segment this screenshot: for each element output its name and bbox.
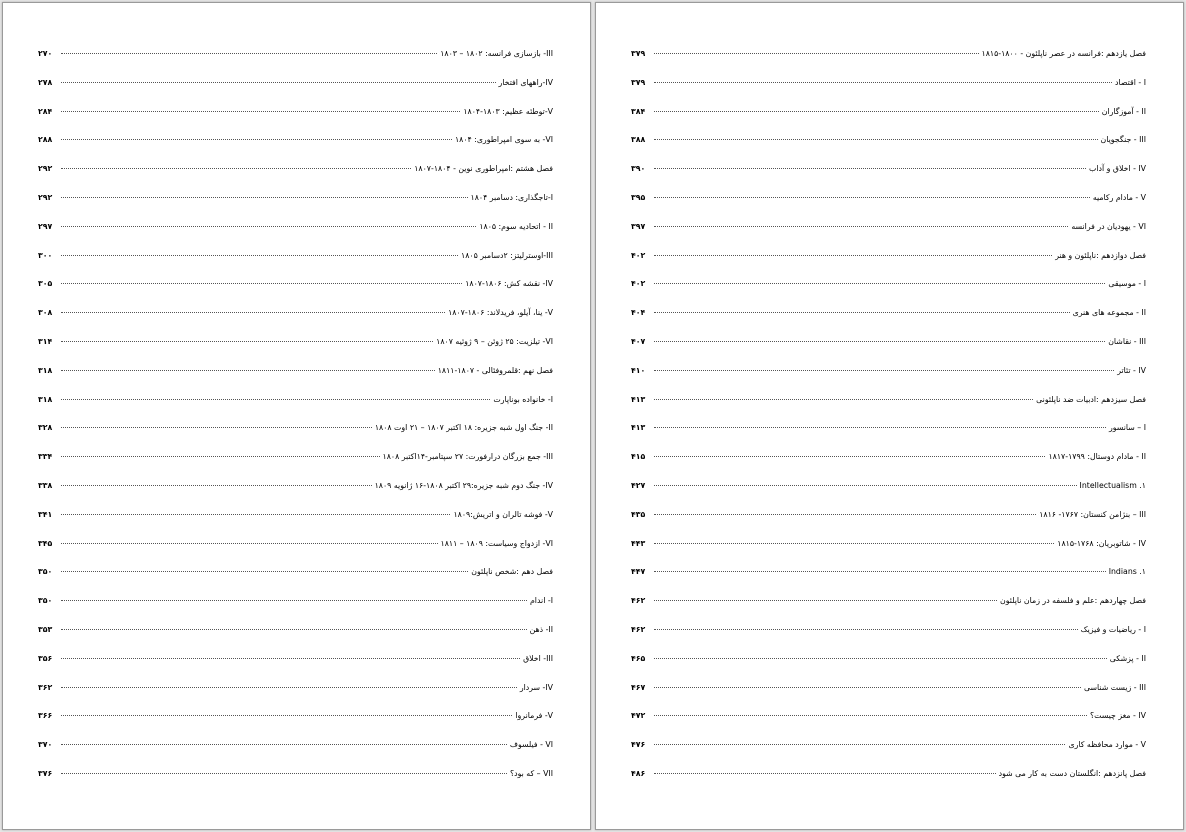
toc-entry-page-number: ۴۸۶ <box>631 768 646 778</box>
dotted-leader <box>654 52 979 54</box>
toc-entry[interactable] <box>38 587 553 616</box>
dotted-leader <box>61 311 445 313</box>
toc-entry-page-number: ۳۱۸ <box>38 365 53 375</box>
toc-entry-title: ۱. Indians <box>1108 567 1146 577</box>
dotted-leader <box>654 282 1105 284</box>
toc-entry-page-number: ۲۹۷ <box>38 221 53 231</box>
toc-entry-title: فصل دهم :شخص ناپلئون <box>471 567 553 577</box>
toc-entry[interactable] <box>38 299 553 328</box>
toc-entry-title: I - ریاضیات و فیزیک <box>1080 624 1146 634</box>
toc-entry-page-number: ۴۱۰ <box>631 365 646 375</box>
dotted-leader <box>61 110 460 112</box>
toc-entry-page-number: ۴۳۵ <box>631 509 646 519</box>
dotted-leader <box>654 81 1112 83</box>
dotted-leader <box>61 513 450 515</box>
toc-entry-title: فصل نهم :قلمروفئالی - ۱۸۰۷-۱۸۱۱ <box>437 365 553 375</box>
toc-entry[interactable] <box>631 270 1146 299</box>
toc-entry[interactable] <box>38 702 553 731</box>
toc-entry[interactable] <box>631 645 1146 674</box>
toc-entry-page-number: ۴۰۷ <box>631 336 646 346</box>
dotted-leader <box>61 686 517 688</box>
toc-entry-title: V- ینا، آیلو، فریدلاند: ۱۸۰۶-۱۸۰۷ <box>448 308 553 318</box>
dotted-leader <box>61 167 411 169</box>
toc-entry-title: III- جمع بزرگان درارفورت: ۲۷ سپتامبر-۱۴اکتبر ۱۸۰۸ <box>382 452 553 462</box>
toc-entry-page-number: ۴۱۳ <box>631 394 646 404</box>
toc-entry-page-number: ۴۴۷ <box>631 567 646 577</box>
toc-list-right <box>631 40 1146 789</box>
toc-entry-title: ۱. Intellectualism <box>1079 480 1146 490</box>
toc-entry-title: IV - شاتوبریان: ۱۷۶۸-۱۸۱۵ <box>1057 538 1146 548</box>
dotted-leader <box>654 311 1070 313</box>
toc-entry-title: II - اتحادیه سوم: ۱۸۰۵ <box>479 221 553 231</box>
dotted-leader <box>61 426 372 428</box>
toc-entry-title: I- خانواده بوناپارت <box>493 394 553 404</box>
toc-entry-title: II - مجموعه های هنری <box>1072 308 1146 318</box>
dotted-leader <box>654 138 1098 140</box>
dotted-leader <box>654 426 1106 428</box>
toc-entry-page-number: ۴۶۲ <box>631 624 646 634</box>
toc-entry-title: III- اخلاق <box>523 653 553 663</box>
toc-entry[interactable] <box>38 184 553 213</box>
dotted-leader <box>654 340 1105 342</box>
dotted-leader <box>61 196 468 198</box>
toc-entry-title: IV- نقشه کش: ۱۸۰۶-۱۸۰۷ <box>465 279 553 289</box>
dotted-leader <box>654 254 1052 256</box>
toc-entry-page-number: ۴۷۶ <box>631 740 646 750</box>
dotted-leader <box>61 743 507 745</box>
toc-entry-title: I- اندام <box>529 596 553 606</box>
toc-entry[interactable] <box>38 674 553 703</box>
dotted-leader <box>654 455 1045 457</box>
toc-entry-page-number: ۳۳۴ <box>38 452 53 462</box>
dotted-leader <box>654 772 996 774</box>
toc-entry-page-number: ۲۸۸ <box>38 135 53 145</box>
toc-entry-title: فصل دوازدهم :ناپلئون و هنر <box>1055 250 1146 260</box>
toc-entry[interactable] <box>38 530 553 559</box>
dotted-leader <box>61 714 512 716</box>
toc-entry-title: فصل پانزدهم :انگلستان دست به کار می شود <box>998 768 1146 778</box>
dotted-leader <box>61 398 490 400</box>
dotted-leader <box>654 714 1087 716</box>
dotted-leader <box>654 686 1081 688</box>
toc-entry-title: IV - تئاتر <box>1117 365 1146 375</box>
toc-entry-page-number: ۳۰۸ <box>38 308 53 318</box>
dotted-leader <box>654 484 1077 486</box>
toc-entry-title: III- بازسازی فرانسه: ۱۸۰۲ – ۱۸۰۳ <box>440 49 553 58</box>
toc-entry-title: VI- به سوی امپراطوری: ۱۸۰۴ <box>454 135 553 145</box>
toc-entry-page-number: ۴۶۷ <box>631 682 646 692</box>
toc-entry-page-number: ۳۶۶ <box>38 711 53 721</box>
toc-entry-page-number: ۳۷۹ <box>631 49 646 58</box>
toc-entry-page-number: ۳۴۱ <box>38 509 53 519</box>
toc-entry[interactable] <box>631 357 1146 386</box>
toc-entry[interactable] <box>631 126 1146 155</box>
toc-entry[interactable] <box>631 674 1146 703</box>
toc-entry-page-number: ۴۱۳ <box>631 423 646 433</box>
toc-entry-page-number: ۳۹۰ <box>631 164 646 174</box>
toc-entry[interactable] <box>631 184 1146 213</box>
toc-entry-page-number: ۳۱۸ <box>38 394 53 404</box>
toc-entry[interactable] <box>631 155 1146 184</box>
toc-entry[interactable] <box>631 98 1146 127</box>
toc-entry[interactable] <box>38 501 553 530</box>
dotted-leader <box>61 225 476 227</box>
toc-entry-title: فصل سیزدهم :ادبیات ضد ناپلئونی <box>1036 394 1146 404</box>
toc-entry[interactable] <box>631 386 1146 415</box>
dotted-leader <box>654 225 1068 227</box>
toc-entry-title: II- جنگ اول شبه جزیره: ۱۸ اکتبر ۱۸۰۷ – ۲۱ اوت ۱۸۰۸ <box>374 423 553 433</box>
toc-entry-title: II - مادام دوستال: ۱۷۹۹-۱۸۱۷ <box>1048 452 1146 462</box>
toc-entry-page-number: ۳۶۲ <box>38 682 53 692</box>
dotted-leader <box>654 542 1054 544</box>
toc-entry-title: I – سانسور <box>1109 423 1146 433</box>
toc-entry-title: III - نقاشان <box>1108 336 1146 346</box>
toc-entry[interactable] <box>38 328 553 357</box>
toc-entry[interactable] <box>631 530 1146 559</box>
toc-entry-title: I - اقتصاد <box>1115 77 1146 87</box>
toc-entry-title: I-تاجگذاری: دسامبر ۱۸۰۴ <box>470 192 553 202</box>
toc-entry-title: IV- سردار <box>519 682 553 692</box>
toc-entry-page-number: ۲۹۲ <box>38 192 53 202</box>
toc-entry-page-number: ۳۴۵ <box>38 538 53 548</box>
toc-entry-page-number: ۴۴۳ <box>631 538 646 548</box>
dotted-leader <box>61 657 520 659</box>
toc-entry[interactable] <box>38 645 553 674</box>
dotted-leader <box>61 484 372 486</box>
toc-entry-page-number: ۲۹۲ <box>38 164 53 174</box>
toc-entry-page-number: ۳۰۰ <box>38 250 53 260</box>
dotted-leader <box>61 772 507 774</box>
toc-entry-page-number: ۳۵۰ <box>38 596 53 606</box>
toc-entry[interactable] <box>38 357 553 386</box>
toc-entry[interactable] <box>631 501 1146 530</box>
toc-list-left <box>38 40 553 789</box>
dotted-leader <box>654 628 1078 630</box>
toc-entry-page-number: ۴۰۲ <box>631 279 646 289</box>
dotted-leader <box>654 398 1033 400</box>
toc-entry-title: III - جنگجویان <box>1100 135 1146 145</box>
toc-entry[interactable] <box>38 155 553 184</box>
toc-entry[interactable] <box>631 299 1146 328</box>
dotted-leader <box>61 369 435 371</box>
dotted-leader <box>61 628 527 630</box>
dotted-leader <box>654 657 1107 659</box>
toc-entry-page-number: ۲۸۴ <box>38 106 53 116</box>
toc-entry[interactable] <box>38 242 553 271</box>
toc-entry-page-number: ۴۱۵ <box>631 452 646 462</box>
toc-entry-page-number: ۴۰۲ <box>631 250 646 260</box>
toc-entry[interactable] <box>631 213 1146 242</box>
toc-entry-title: II - آموزگاران <box>1101 106 1146 116</box>
toc-entry[interactable] <box>38 616 553 645</box>
dotted-leader <box>61 455 380 457</box>
toc-entry-page-number: ۳۱۴ <box>38 336 53 346</box>
toc-entry-title: فصل چهاردهم :علم و فلسفه در زمان ناپلئون <box>1000 596 1146 606</box>
dotted-leader <box>61 52 437 54</box>
toc-entry[interactable] <box>631 558 1146 587</box>
toc-entry[interactable] <box>38 443 553 472</box>
toc-entry-page-number: ۳۵۳ <box>38 624 53 634</box>
toc-entry-title: III-اوسترلیتز: ۲دسامبر ۱۸۰۵ <box>461 250 553 260</box>
toc-entry[interactable] <box>631 760 1146 789</box>
toc-entry-page-number: ۳۵۰ <box>38 567 53 577</box>
toc-page-right[interactable] <box>595 2 1184 830</box>
toc-entry-page-number: ۴۲۷ <box>631 480 646 490</box>
dotted-leader <box>61 81 496 83</box>
dotted-leader <box>61 570 468 572</box>
toc-page-left[interactable] <box>2 2 591 830</box>
toc-entry-page-number: ۳۹۵ <box>631 192 646 202</box>
toc-entry[interactable] <box>631 587 1146 616</box>
toc-entry-title: V- فوشه تالران و اتریش:۱۸۰۹ <box>453 509 553 519</box>
dotted-leader <box>61 254 458 256</box>
toc-entry-title: V - موارد محافظه کاری <box>1068 740 1146 750</box>
toc-entry-page-number: ۳۲۸ <box>38 423 53 433</box>
dotted-leader <box>654 369 1114 371</box>
toc-entry[interactable] <box>631 328 1146 357</box>
toc-entry[interactable] <box>38 213 553 242</box>
toc-entry-page-number: ۲۷۸ <box>38 77 53 87</box>
toc-entry[interactable] <box>38 386 553 415</box>
dotted-leader <box>654 110 1099 112</box>
toc-entry[interactable] <box>631 40 1146 69</box>
toc-entry-title: IV - مغز چیست؟ <box>1089 711 1146 721</box>
toc-entry[interactable] <box>631 443 1146 472</box>
toc-entry-page-number: ۳۳۸ <box>38 480 53 490</box>
toc-entry-title: III – بنژامن کنستان: ۱۷۶۷- ۱۸۱۶ <box>1039 509 1146 519</box>
toc-entry-page-number: ۴۶۵ <box>631 653 646 663</box>
toc-entry[interactable] <box>38 40 553 69</box>
dotted-leader <box>654 599 997 601</box>
toc-entry[interactable] <box>38 731 553 760</box>
toc-entry-title: VI- ازدواج وسیاست: ۱۸۰۹ – ۱۸۱۱ <box>440 538 553 548</box>
toc-entry[interactable] <box>38 472 553 501</box>
toc-entry-title: فصل هشتم :امپراطوری نوین - ۱۸۰۴-۱۸۰۷ <box>414 164 553 174</box>
toc-entry-title: V- فرمانروا <box>515 711 553 721</box>
toc-entry-title: VI - فیلسوف <box>509 740 553 750</box>
toc-entry-title: VII – که بود؟ <box>510 768 553 778</box>
toc-entry[interactable] <box>38 126 553 155</box>
toc-entry-title: V - مادام رکامیه <box>1092 192 1146 202</box>
toc-entry-title: I - موسیقی <box>1108 279 1146 289</box>
toc-entry-page-number: ۳۹۷ <box>631 221 646 231</box>
dotted-leader <box>654 196 1090 198</box>
dotted-leader <box>61 340 433 342</box>
dotted-leader <box>654 743 1065 745</box>
toc-entry[interactable] <box>631 616 1146 645</box>
toc-entry-title: II- ذهن <box>529 624 553 634</box>
dotted-leader <box>61 542 438 544</box>
toc-entry-page-number: ۲۷۰ <box>38 49 53 58</box>
toc-entry-page-number: ۴۰۴ <box>631 308 646 318</box>
toc-entry[interactable] <box>38 270 553 299</box>
toc-entry-title: VI- تیلزیت: ۲۵ ژوئن – ۹ ژوئیه ۱۸۰۷ <box>436 336 553 346</box>
toc-entry[interactable] <box>631 242 1146 271</box>
toc-entry[interactable] <box>38 558 553 587</box>
dotted-leader <box>61 282 462 284</box>
toc-entry[interactable] <box>38 760 553 789</box>
dotted-leader <box>61 599 527 601</box>
dotted-leader <box>654 570 1106 572</box>
toc-entry[interactable] <box>631 702 1146 731</box>
dotted-leader <box>61 138 452 140</box>
toc-entry-page-number: ۳۷۶ <box>38 768 53 778</box>
toc-entry[interactable] <box>631 731 1146 760</box>
toc-entry[interactable] <box>38 69 553 98</box>
toc-entry[interactable] <box>631 472 1146 501</box>
toc-entry-title: VI - یهودیان در فرانسه <box>1071 221 1146 231</box>
toc-entry-page-number: ۳۸۴ <box>631 106 646 116</box>
dotted-leader <box>654 167 1086 169</box>
toc-entry-title: III - زیست شناسی <box>1084 682 1146 692</box>
toc-entry-title: II - پزشکی <box>1109 653 1146 663</box>
toc-entry[interactable] <box>38 414 553 443</box>
toc-entry-title: V-توطئه عظیم: ۱۸۰۳-۱۸۰۴ <box>463 106 553 116</box>
toc-entry-page-number: ۳۷۹ <box>631 77 646 87</box>
dotted-leader <box>654 513 1036 515</box>
toc-entry-title: IV- جنگ دوم شبه جزیره:۲۹ اکتبر ۱۸۰۸-۱۶ ژانویه ۱۸۰۹ <box>374 480 553 490</box>
toc-entry-title: IV-راههای افتخار <box>498 77 553 87</box>
toc-entry-page-number: ۳۷۰ <box>38 740 53 750</box>
toc-entry-title: فصل یازدهم :فرانسه در عصر ناپلئون - ۱۸۰۰-۱۸۱۵ <box>981 49 1146 58</box>
toc-entry[interactable] <box>631 414 1146 443</box>
toc-entry-page-number: ۳۰۵ <box>38 279 53 289</box>
toc-entry-page-number: ۳۸۸ <box>631 135 646 145</box>
toc-entry[interactable] <box>38 98 553 127</box>
toc-entry-page-number: ۳۵۶ <box>38 653 53 663</box>
toc-entry-page-number: ۴۷۲ <box>631 711 646 721</box>
toc-entry-page-number: ۴۶۲ <box>631 596 646 606</box>
toc-entry-title: IV - اخلاق و آداب <box>1089 164 1146 174</box>
toc-entry[interactable] <box>631 69 1146 98</box>
